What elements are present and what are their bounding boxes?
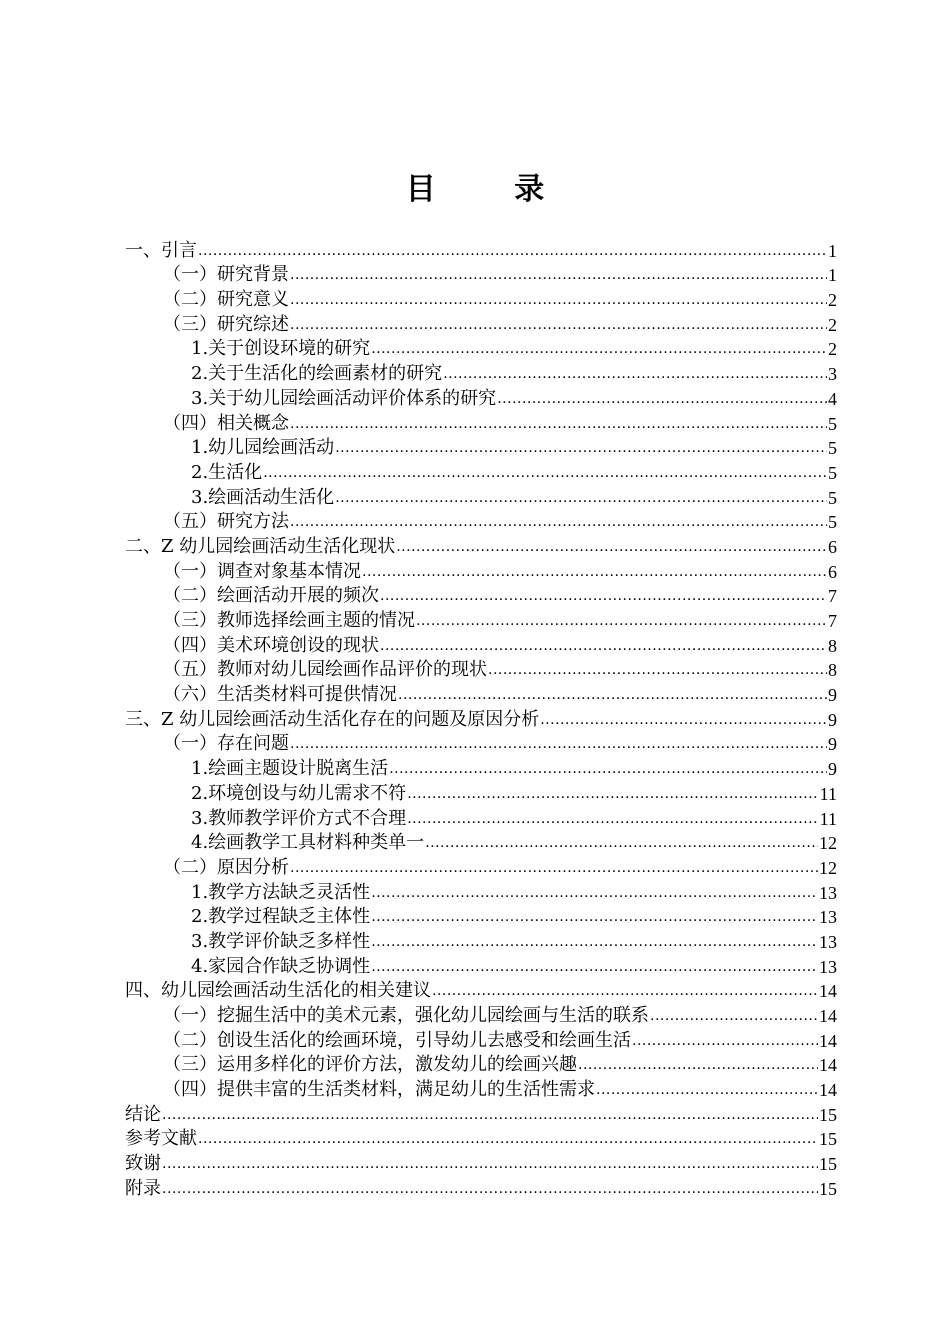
toc-leader-dots [290,414,827,434]
toc-entry[interactable] [125,510,837,535]
toc-leader-dots [380,636,827,656]
toc-entry-label: （五）教师对幼儿园绘画作品评价的现状 [163,659,487,681]
toc-leader-dots [162,1105,818,1125]
toc-page-number: 5 [828,413,837,434]
toc-leader-dots [371,932,818,952]
toc-page-number: 7 [828,611,837,631]
toc-page-number: 15 [819,1178,837,1199]
toc-entry-label: 3.教学评价缺乏多样性 [191,930,371,952]
toc-entry[interactable] [125,633,837,658]
toc-page-number: 1 [828,265,837,286]
toc-entry[interactable] [125,312,837,337]
toc-entry[interactable] [125,855,837,880]
toc-entry[interactable] [125,682,837,707]
toc-leader-dots [632,1031,818,1051]
toc-page-number: 5 [828,438,837,459]
toc-entry[interactable] [125,460,837,485]
toc-leader-dots [162,1154,818,1174]
toc-page-number: 9 [828,709,837,730]
toc-entry[interactable] [125,880,837,905]
toc-entry-label: （二）绘画活动开展的频次 [163,585,379,607]
toc-leader-dots [290,265,827,285]
toc-entry-label: （六）生活类材料可提供情况 [163,684,397,706]
toc-leader-dots [396,537,827,557]
toc-entry-label: 1.教学方法缺乏灵活性 [191,881,371,903]
toc-leader-dots [290,290,827,310]
toc-page-number: 9 [828,759,837,780]
toc-entry[interactable] [125,287,837,312]
toc-leader-dots [290,858,818,878]
toc-entry[interactable] [125,559,837,584]
toc-page-number: 14 [819,1006,837,1026]
toc-page-number: 7 [828,586,837,607]
toc-page-number: 2 [828,314,837,335]
toc-entry-label: （三）运用多样化的评价方法，激发幼儿的绘画兴趣 [163,1054,577,1076]
toc-entry-label: 3.绘画活动生活化 [191,486,335,508]
toc-page-number: 5 [828,512,837,533]
toc-entry-label: 1.幼儿园绘画活动 [191,437,335,459]
toc-leader-dots [425,833,818,853]
toc-entry[interactable] [125,1003,837,1028]
page-title: 目 录 [405,172,579,207]
toc-entry[interactable] [125,707,837,732]
toc-leader-dots [488,660,827,680]
toc-page-number: 1 [828,240,837,261]
toc-leader-dots [389,759,827,779]
toc-entry-label: 结论 [125,1103,161,1125]
toc-entry-label: （一）存在问题 [163,733,289,755]
toc-entry-label: （一）调查对象基本情况 [163,560,361,582]
toc-entry[interactable] [125,485,837,510]
toc-entry[interactable] [125,756,837,781]
toc-entry-label: 四、幼儿园绘画活动生活化的相关建议 [125,980,431,1002]
toc-entry-label: 2.生活化 [191,461,263,483]
toc-entry-label: 二、Z 幼儿园绘画活动生活化现状 [125,535,396,557]
toc-entry-label: 2.教学过程缺乏主体性 [191,906,371,928]
toc-page-number: 15 [819,1154,837,1175]
toc-leader-dots [416,611,827,631]
toc-entry[interactable] [125,361,837,386]
toc-entry-label: 1.绘画主题设计脱离生活 [191,758,389,780]
toc-page-number: 5 [828,487,837,508]
toc-leader-dots [371,883,818,903]
toc-page-number: 13 [819,907,837,928]
toc-page-number: 14 [819,1030,837,1051]
toc-leader-dots [371,339,827,359]
toc-leader-dots [596,1080,818,1100]
toc-leader-dots [162,1179,818,1199]
toc-leader-dots [407,784,818,804]
toc-leader-dots [362,562,827,582]
toc-page-number: 15 [819,1129,837,1150]
toc-leader-dots [432,981,818,1001]
toc-page-number: 14 [819,981,837,1002]
toc-leader-dots [290,734,827,754]
toc-entry[interactable] [125,584,837,609]
table-of-contents [125,238,837,1201]
toc-leader-dots [290,315,827,335]
toc-page-number: 15 [819,1104,837,1125]
toc-entry[interactable] [125,386,837,411]
toc-page-number: 9 [828,734,837,755]
toc-page-number: 12 [819,857,837,878]
toc-entry[interactable] [125,534,837,559]
toc-leader-dots [335,438,827,458]
toc-entry[interactable] [125,337,837,362]
toc-entry-label: （二）研究意义 [163,289,289,311]
toc-entry-label: （二）创设生活化的绘画环境，引导幼儿去感受和绘画生活 [163,1029,631,1051]
toc-entry-label: 3.教师教学评价方式不合理 [191,807,407,829]
toc-page-number: 9 [828,685,837,706]
toc-entry[interactable] [125,1028,837,1053]
toc-leader-dots [443,364,827,384]
toc-entry[interactable] [125,436,837,461]
toc-entry-label: 3.关于幼儿园绘画活动评价体系的研究 [191,387,497,409]
toc-leader-dots [540,710,827,730]
toc-entry-label: 致谢 [125,1153,161,1175]
toc-entry-label: （四）提供丰富的生活类材料，满足幼儿的生活性需求 [163,1079,595,1101]
toc-entry[interactable] [125,979,837,1004]
toc-entry[interactable] [125,905,837,930]
toc-leader-dots [650,1006,818,1026]
toc-entry-label: （三）研究综述 [163,313,289,335]
toc-entry-label: 参考文献 [125,1128,197,1150]
toc-entry[interactable] [125,1102,837,1127]
toc-page-number: 2 [828,290,837,311]
toc-entry-label: （三）教师选择绘画主题的情况 [163,610,415,631]
toc-entry[interactable] [125,411,837,436]
toc-entry[interactable] [125,954,837,979]
toc-page-number: 2 [828,339,837,360]
toc-leader-dots [407,809,818,829]
toc-entry-label: （一）挖掘生活中的美术元素，强化幼儿园绘画与生活的联系 [163,1005,649,1026]
toc-entry-label: 2.关于生活化的绘画素材的研究 [191,363,443,385]
toc-entry-label: （五）研究方法 [163,511,289,533]
toc-entry-label: 4.家园合作缺乏协调性 [191,955,371,977]
toc-leader-dots [290,512,827,532]
toc-entry-label: （二）原因分析 [163,856,289,878]
toc-leader-dots [371,957,818,977]
toc-entry-label: 一、引言 [125,239,197,261]
toc-leader-dots [398,685,827,705]
toc-page-number: 4 [828,388,837,409]
toc-entry[interactable] [125,1151,837,1176]
toc-entry[interactable] [125,263,837,288]
toc-entry-label: （四）美术环境创设的现状 [163,634,379,656]
toc-leader-dots [371,907,818,927]
toc-entry[interactable] [125,608,837,633]
toc-leader-dots [198,1129,818,1149]
toc-entry-label: 4.绘画教学工具材料种类单一 [191,832,425,854]
toc-leader-dots [198,241,827,261]
toc-entry[interactable] [125,1053,837,1078]
toc-page-number: 13 [819,931,837,952]
toc-page-number: 14 [819,1055,837,1076]
toc-page-number: 6 [828,561,837,582]
toc-entry[interactable] [125,781,837,806]
toc-entry[interactable] [125,1077,837,1102]
toc-entry-label: （一）研究背景 [163,264,289,286]
toc-page-number: 14 [819,1080,837,1101]
toc-entry[interactable] [125,806,837,831]
toc-entry[interactable] [125,732,837,757]
toc-page-number: 13 [819,956,837,977]
toc-page-number: 5 [828,462,837,483]
toc-leader-dots [335,488,827,508]
toc-entry[interactable] [125,1176,837,1201]
toc-leader-dots [263,463,827,483]
toc-page-number: 11 [819,808,837,829]
toc-entry[interactable] [125,658,837,683]
toc-entry[interactable] [125,831,837,856]
toc-page-number: 3 [828,364,837,385]
toc-entry[interactable] [125,929,837,954]
toc-entry-label: （四）相关概念 [163,412,289,434]
toc-entry-label: 三、Z 幼儿园绘画活动生活化存在的问题及原因分析 [125,708,540,730]
toc-entry[interactable] [125,238,837,263]
toc-entry-label: 1.关于创设环境的研究 [191,338,371,360]
toc-page-number: 12 [819,833,837,854]
toc-page-number: 8 [828,635,837,656]
toc-entry-label: 附录 [125,1177,161,1199]
toc-page-number: 11 [819,783,837,804]
toc-page-number: 13 [819,882,837,903]
toc-page-number: 8 [828,660,837,681]
toc-leader-dots [497,389,827,409]
toc-page-number: 6 [828,536,837,557]
toc-leader-dots [578,1055,818,1075]
toc-entry-label: 2.环境创设与幼儿需求不符 [191,782,407,804]
toc-leader-dots [380,586,827,606]
toc-entry[interactable] [125,1127,837,1152]
